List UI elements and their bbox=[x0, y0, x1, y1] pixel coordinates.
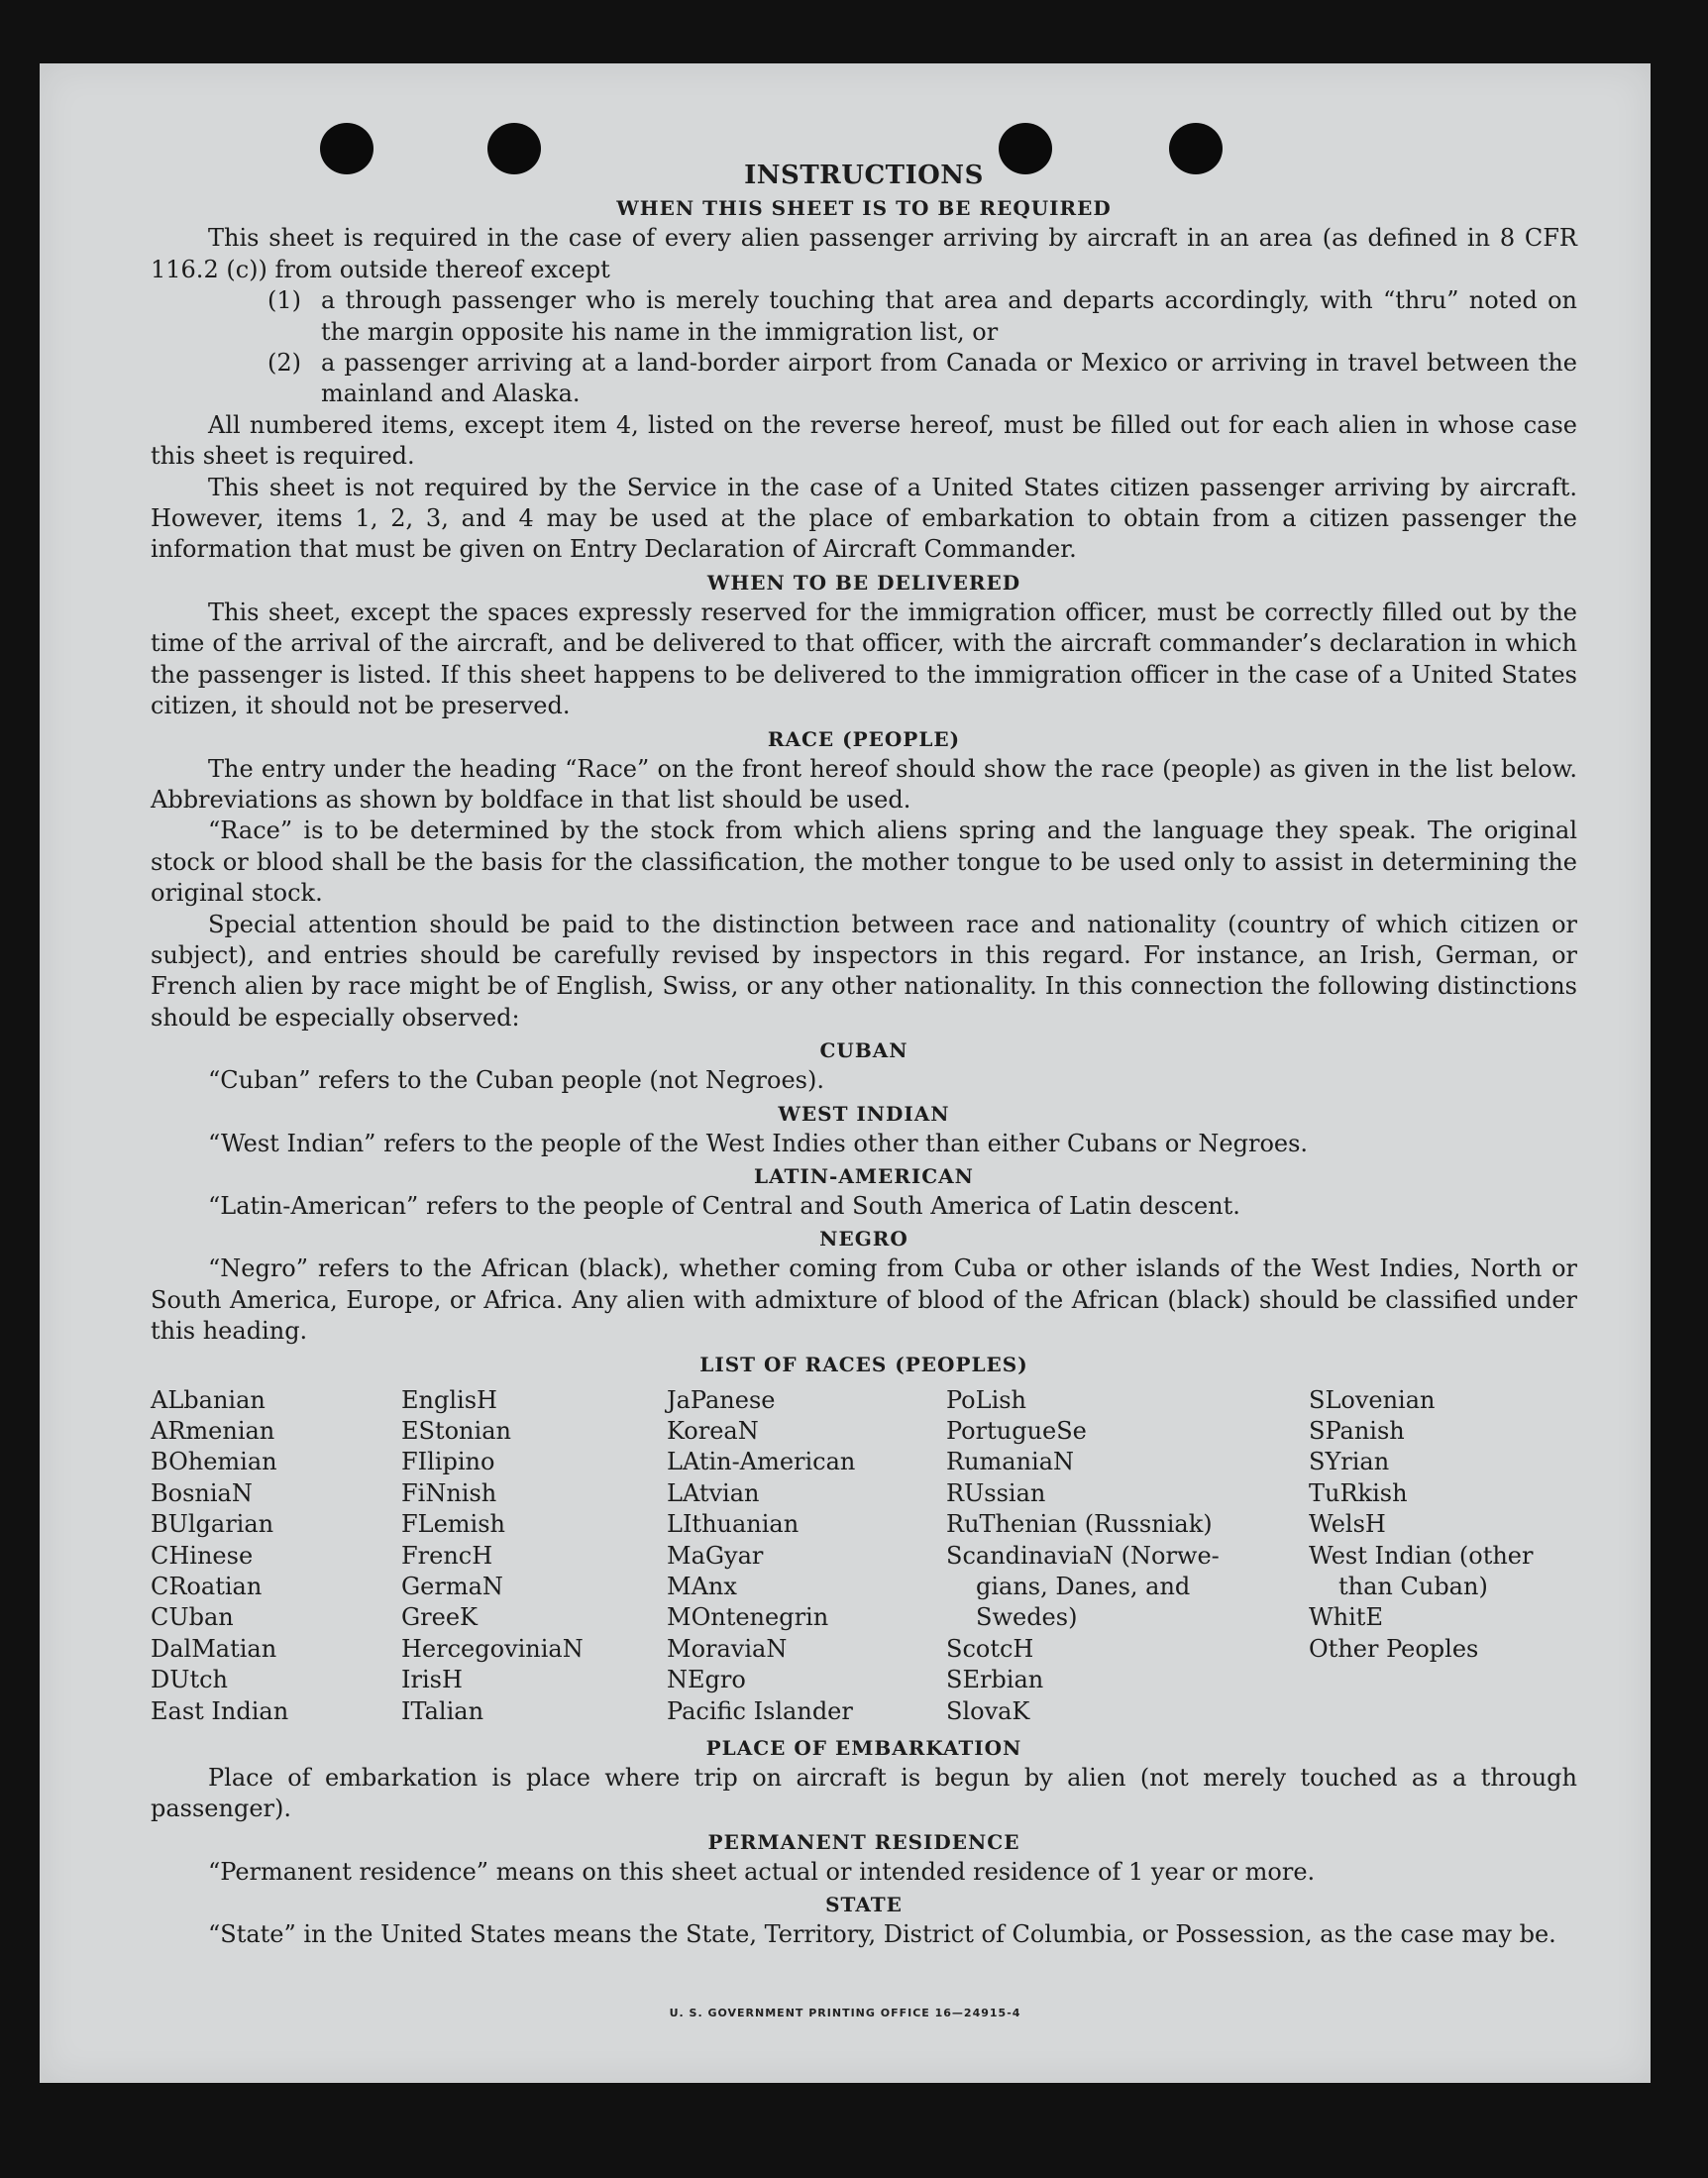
section-heading-embarkation: PLACE OF EMBARKATION bbox=[705, 1736, 1022, 1761]
races-column-3 bbox=[667, 1385, 946, 1727]
race-item: PortugueSe bbox=[946, 1417, 1087, 1445]
race-item: SlovaK bbox=[946, 1696, 1030, 1725]
printer-imprint: U. S. GOVERNMENT PRINTING OFFICE 16—24915-4 bbox=[669, 2007, 1021, 2019]
race-item: FIlipino bbox=[401, 1448, 495, 1476]
race-item: TuRkish bbox=[1309, 1478, 1408, 1507]
section-heading-races-list: LIST OF RACES (PEOPLES) bbox=[699, 1352, 1028, 1376]
races-column-4 bbox=[946, 1385, 1309, 1727]
race-item: BosniaN bbox=[151, 1478, 253, 1507]
races-column-2 bbox=[401, 1385, 667, 1727]
race-item bbox=[946, 1541, 1243, 1634]
race-item-line: Swedes) bbox=[976, 1603, 1078, 1632]
section-heading-state: STATE bbox=[825, 1893, 903, 1917]
race-item: WelsH bbox=[1309, 1510, 1386, 1539]
paragraph: Special attention should be paid to the distinction between race and nationality (country of which citizen or subject), and entries should be carefully revised by inspectors in this regard. For instance, an Irish, German, or French alien by race might be of English, Swiss, or any other nationality. In this connection the following distinctions should be especially observed: bbox=[151, 910, 1577, 1032]
race-item: DUtch bbox=[151, 1666, 229, 1694]
race-item: EnglisH bbox=[401, 1385, 497, 1414]
definition: “West Indian” refers to the people of the West Indies other than either Cubans or Negroes. bbox=[208, 1129, 1309, 1157]
race-item: LAtin-American bbox=[667, 1448, 856, 1476]
races-column-1 bbox=[151, 1385, 401, 1727]
race-item: Other Peoples bbox=[1309, 1634, 1479, 1663]
race-item: CUban bbox=[151, 1603, 234, 1632]
section-heading-residence: PERMANENT RESIDENCE bbox=[707, 1829, 1020, 1854]
race-item: GreeK bbox=[401, 1603, 478, 1632]
section-heading-west-indian: WEST INDIAN bbox=[778, 1101, 950, 1126]
paragraph: All numbered items, except item 4, listed on the reverse hereof, must be filled out for each alien in whose case this sheet is required. bbox=[151, 410, 1577, 471]
race-item: RUssian bbox=[946, 1478, 1046, 1507]
races-list bbox=[151, 1385, 1577, 1727]
instructions-content bbox=[151, 161, 1577, 1951]
item-number: (1) bbox=[267, 286, 301, 315]
race-item: GermaN bbox=[401, 1573, 503, 1601]
race-item: CHinese bbox=[151, 1541, 254, 1570]
document-sheet bbox=[40, 63, 1651, 2083]
item-number: (2) bbox=[267, 349, 301, 378]
race-item: RuThenian (Russniak) bbox=[946, 1510, 1213, 1539]
item-text: a passenger arriving at a land-border airport from Canada or Mexico or arriving in travel between the mainland and Alaska. bbox=[321, 349, 1577, 408]
race-item: HercegoviniaN bbox=[401, 1634, 584, 1663]
race-item: East Indian bbox=[151, 1696, 289, 1725]
section-heading-race: RACE (PEOPLE) bbox=[767, 726, 961, 751]
race-item: FLemish bbox=[401, 1510, 505, 1539]
race-item: FrencH bbox=[401, 1541, 493, 1570]
race-item: SLovenian bbox=[1309, 1385, 1436, 1414]
race-item-line: West Indian (other bbox=[1309, 1541, 1534, 1570]
race-item bbox=[1309, 1541, 1566, 1603]
race-item: SErbian bbox=[946, 1666, 1044, 1694]
race-item: FiNnish bbox=[401, 1478, 497, 1507]
race-item: ScotcH bbox=[946, 1634, 1034, 1663]
race-item: BUlgarian bbox=[151, 1510, 274, 1539]
section-heading-delivered: WHEN TO BE DELIVERED bbox=[706, 570, 1021, 595]
definition: “Negro” refers to the African (black), whether coming from Cuba or other islands of the West Indies, North or South America, Europe, or Africa. Any alien with admixture of blood of the African (black) should be classified under this heading. bbox=[151, 1254, 1577, 1346]
section-heading-latin-american: LATIN-AMERICAN bbox=[754, 1163, 974, 1188]
paragraph: “Race” is to be determined by the stock from which aliens spring and the language they speak. The original stock or blood shall be the basis for the classification, the mother tongue to be used only to assist in determining the original stock. bbox=[151, 817, 1577, 908]
race-item: LIthuanian bbox=[667, 1510, 800, 1539]
paragraph: This sheet, except the spaces expressly reserved for the immigration officer, must be correctly filled out by the time of the arrival of the aircraft, and be delivered to that officer, with the aircraft commander’s declaration in which the passenger is listed. If this sheet happens to be delivered to the immigration officer in the case of a United States citizen, it should not be preserved. bbox=[151, 598, 1577, 720]
race-item: MOntenegrin bbox=[667, 1603, 829, 1632]
section-heading-required: WHEN THIS SHEET IS TO BE REQUIRED bbox=[616, 196, 1112, 221]
race-item: Pacific Islander bbox=[667, 1696, 853, 1725]
definition: “Cuban” refers to the Cuban people (not Negroes). bbox=[208, 1066, 824, 1095]
race-item-line: ScandinaviaN (Norwe- bbox=[946, 1541, 1220, 1570]
race-item: ITalian bbox=[401, 1696, 484, 1725]
page-title: INSTRUCTIONS bbox=[744, 161, 984, 190]
race-item: WhitE bbox=[1309, 1603, 1383, 1632]
race-item-line: gians, Danes, and bbox=[976, 1573, 1191, 1601]
paragraph: This sheet is not required by the Service in the case of a United States citizen passenger arriving by aircraft. However, items 1, 2, 3, and 4 may be used at the place of embarkation to obtain from a citizen passenger the information that must be given on Entry Declaration of Aircraft Commander. bbox=[151, 473, 1577, 564]
section-heading-cuban: CUBAN bbox=[819, 1038, 908, 1063]
race-item: MoraviaN bbox=[667, 1634, 788, 1663]
race-item: MAnx bbox=[667, 1573, 737, 1601]
definition: Place of embarkation is place where trip on aircraft is begun by alien (not merely touched as a through passenger). bbox=[151, 1764, 1577, 1823]
race-item: RumaniaN bbox=[946, 1448, 1075, 1476]
race-item: KoreaN bbox=[667, 1417, 759, 1445]
list-item bbox=[151, 348, 1577, 410]
definition: “State” in the United States means the State, Territory, District of Columbia, or Possession, as the case may be. bbox=[208, 1920, 1556, 1949]
race-item-line: than Cuban) bbox=[1338, 1573, 1488, 1601]
race-item: SPanish bbox=[1309, 1417, 1405, 1445]
race-item: EStonian bbox=[401, 1417, 511, 1445]
definition: “Latin-American” refers to the people of Central and South America of Latin descent. bbox=[208, 1191, 1240, 1220]
item-text: a through passenger who is merely touching that area and departs accordingly, with “thru” noted on the margin opposite his name in the immigration list, or bbox=[321, 286, 1577, 346]
race-item: CRoatian bbox=[151, 1573, 263, 1601]
race-item: JaPanese bbox=[667, 1385, 776, 1414]
race-item: ARmenian bbox=[151, 1417, 275, 1445]
races-column-5 bbox=[1309, 1385, 1566, 1727]
race-item: NEgro bbox=[667, 1666, 746, 1694]
race-item: DalMatian bbox=[151, 1634, 277, 1663]
paragraph: This sheet is required in the case of every alien passenger arriving by aircraft in an area (as defined in 8 CFR 116.2 (c)) from outside thereof except bbox=[151, 224, 1577, 283]
race-item: ALbanian bbox=[151, 1385, 266, 1414]
race-item: IrisH bbox=[401, 1666, 463, 1694]
race-item: LAtvian bbox=[667, 1478, 760, 1507]
race-item: BOhemian bbox=[151, 1448, 277, 1476]
race-item: PoLish bbox=[946, 1385, 1027, 1414]
race-item: MaGyar bbox=[667, 1541, 764, 1570]
definition: “Permanent residence” means on this sheet actual or intended residence of 1 year or more. bbox=[208, 1857, 1316, 1886]
race-item: SYrian bbox=[1309, 1448, 1390, 1476]
section-heading-negro: NEGRO bbox=[819, 1227, 908, 1252]
paragraph: The entry under the heading “Race” on the front hereof should show the race (people) as given in the list below. Abbreviations as shown by boldface in that list should be used. bbox=[151, 754, 1577, 814]
list-item bbox=[151, 285, 1577, 348]
